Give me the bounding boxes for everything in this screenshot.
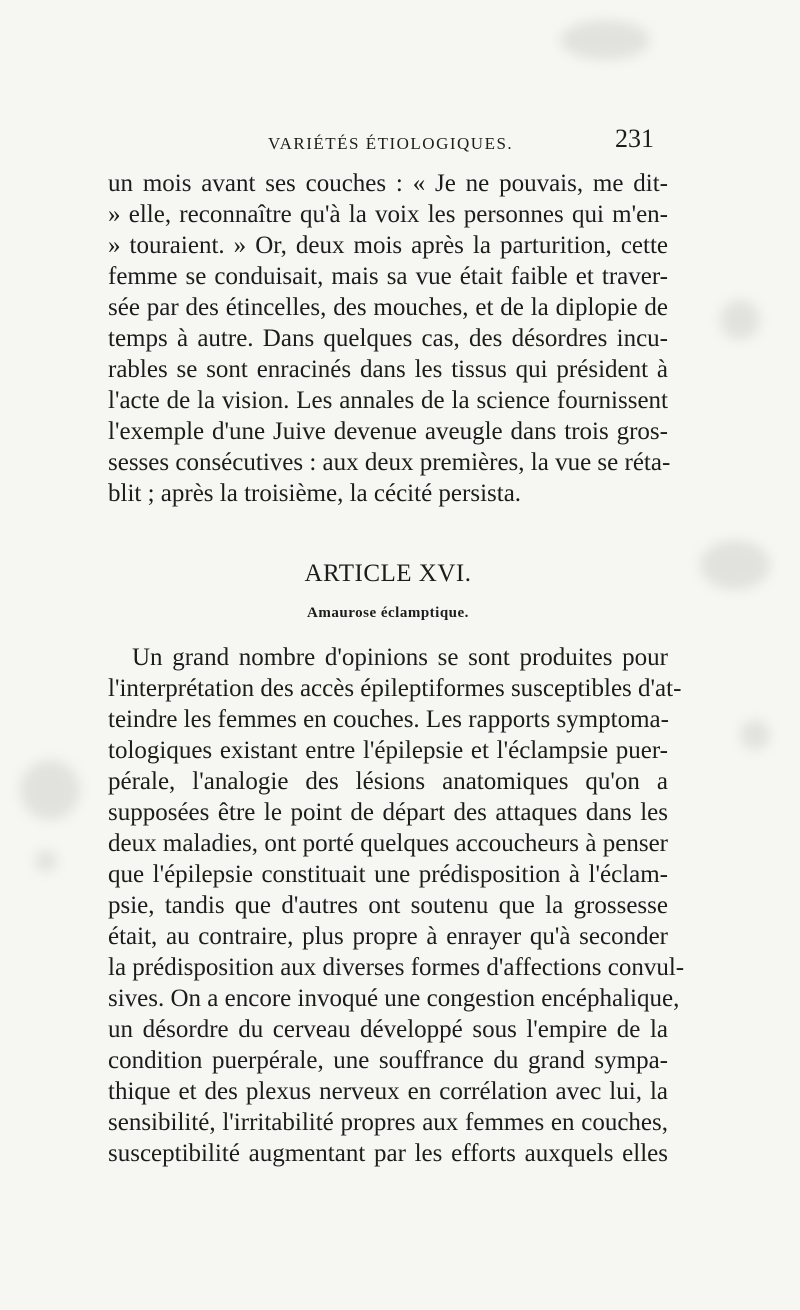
text-line: psie, tandis que d'autres ont soutenu que la grossesse bbox=[108, 892, 668, 919]
text-line: rables se sont enracinés dans les tissus qui président à bbox=[108, 356, 668, 383]
text-line: femme se conduisait, mais sa vue était faible et traver- bbox=[108, 263, 668, 290]
text-line: condition puerpérale, une souffrance du grand sympa- bbox=[108, 1047, 668, 1074]
paper-stain bbox=[700, 540, 770, 590]
text-line: l'acte de la vision. Les annales de la science fournissent bbox=[108, 387, 668, 414]
text-line: » touraient. » Or, deux mois après la parturition, cette bbox=[108, 232, 668, 259]
text-line: était, au contraire, plus propre à enrayer qu'à seconder bbox=[108, 923, 668, 950]
text-line: susceptibilité augmentant par les efforts auxquels elles bbox=[108, 1140, 668, 1167]
paper-stain bbox=[740, 720, 770, 750]
text-line: un désordre du cerveau développé sous l'empire de la bbox=[108, 1016, 668, 1043]
text-line: supposées être le point de départ des attaques dans les bbox=[108, 799, 668, 826]
article-heading: ARTICLE XVI. bbox=[304, 560, 472, 587]
paper-stain bbox=[20, 760, 80, 820]
paper-stain bbox=[35, 850, 57, 872]
text-line: un mois avant ses couches : « Je ne pouvais, me dit- bbox=[108, 170, 668, 197]
text-line: l'interprétation des accès épileptiformes susceptibles d'at- bbox=[108, 675, 682, 702]
text-line: pérale, l'analogie des lésions anatomiques qu'on a bbox=[108, 768, 668, 795]
text-line: la prédisposition aux diverses formes d'affections convul- bbox=[108, 954, 685, 981]
page-number: 231 bbox=[615, 124, 654, 153]
text-line: que l'épilepsie constituait une prédisposition à l'éclam- bbox=[108, 861, 668, 888]
text-line: teindre les femmes en couches. Les rapports symptoma- bbox=[108, 706, 669, 733]
text-line: temps à autre. Dans quelques cas, des désordres incu- bbox=[108, 325, 668, 352]
paragraph-1 bbox=[108, 168, 671, 509]
text-line: sée par des étincelles, des mouches, et de la diplopie de bbox=[108, 294, 668, 321]
text-line: sesses consécutives : aux deux premières, la vue se réta- bbox=[108, 449, 671, 476]
text-line: blit ; après la troisième, la cécité persista. bbox=[108, 480, 522, 507]
paper-stain bbox=[560, 20, 650, 60]
paragraph-2 bbox=[108, 642, 685, 1169]
running-title: VARIÉTÉS ÉTIOLOGIQUES. bbox=[268, 134, 514, 153]
text-line: tologiques existant entre l'épilepsie et l'éclampsie puer- bbox=[108, 737, 668, 764]
running-head bbox=[108, 124, 668, 164]
text-line: Un grand nombre d'opinions se sont produites pour bbox=[132, 644, 668, 671]
text-line: sives. On a encore invoqué une congestion encéphalique, bbox=[108, 985, 680, 1012]
text-line: sensibilité, l'irritabilité propres aux femmes en couches, bbox=[108, 1109, 668, 1136]
text-line: l'exemple d'une Juive devenue aveugle dans trois gros- bbox=[108, 418, 668, 445]
article-subheading: Amaurose éclamptique. bbox=[307, 605, 469, 621]
text-line: deux maladies, ont porté quelques accoucheurs à penser bbox=[108, 830, 668, 857]
paper-stain bbox=[720, 300, 760, 340]
text-line: » elle, reconnaître qu'à la voix les personnes qui m'en- bbox=[108, 201, 668, 228]
text-line: thique et des plexus nerveux en corrélation avec lui, la bbox=[108, 1078, 668, 1105]
